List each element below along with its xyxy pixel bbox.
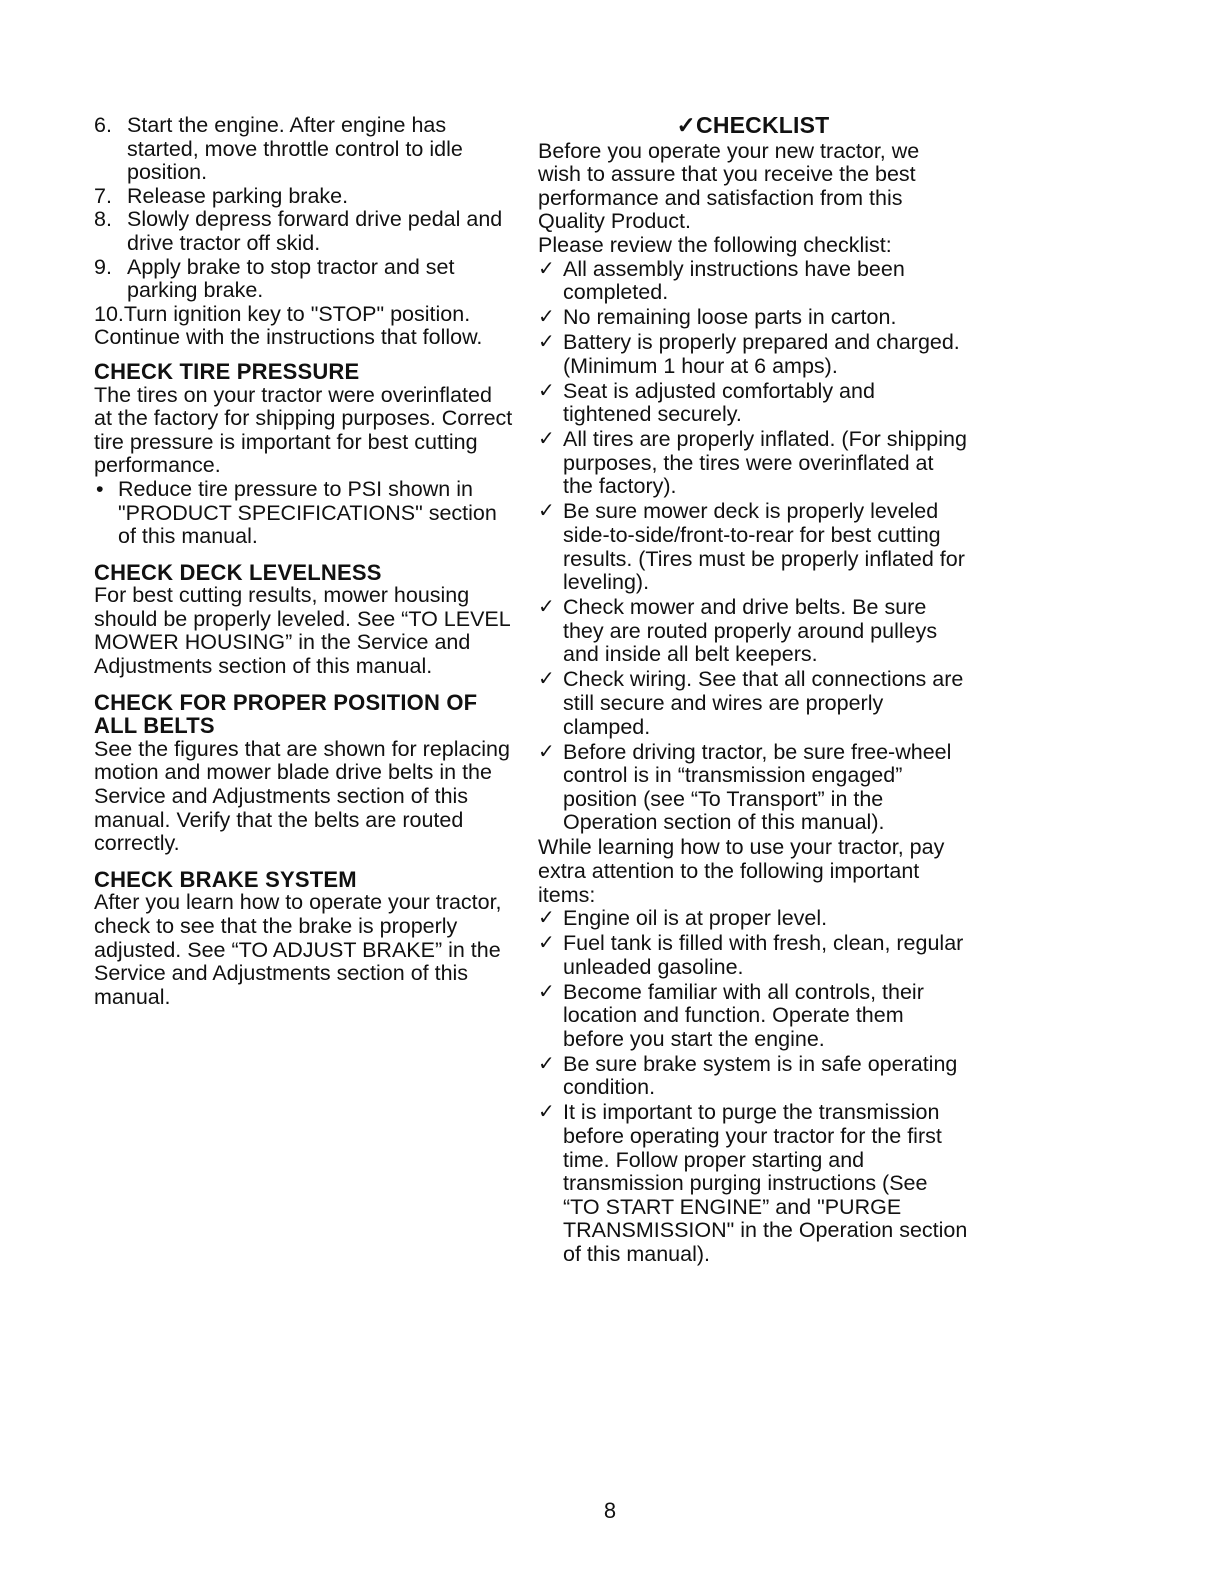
checklist	[538, 258, 968, 835]
checklist-item: ✓ Be sure mower deck is properly leveled side-to-side/front-to-rear for best cutting results. (Tires must be properly inflated for leveling).	[538, 499, 965, 595]
important-items	[538, 907, 968, 1266]
checklist-item: ✓ No remaining loose parts in carton.	[538, 305, 897, 330]
bullet-icon: •	[96, 476, 104, 501]
check-icon: ✓	[538, 668, 555, 691]
checklist-title: ✓CHECKLIST	[676, 112, 830, 138]
checklist-review: Please review the following checklist:	[538, 232, 892, 257]
tire-body: The tires on your tractor were overinflated at the factory for shipping purposes. Correct tire pressure is important for best cutting performance.	[94, 382, 513, 478]
check-icon: ✓	[538, 331, 555, 354]
checklist-item: ✓ Become familiar with all controls, their location and function. Operate them before you start the engine.	[538, 979, 924, 1051]
belts-body: See the figures that are shown for replacing motion and mower blade drive belts in the Service and Adjustments section of this manual. Verify that the belts are routed correctly.	[94, 736, 510, 856]
right-column	[538, 114, 968, 1268]
check-icon: ✓	[538, 1101, 555, 1124]
brake-body: After you learn how to operate your tractor, check to see that the brake is properly adjusted. See “TO ADJUST BRAKE” in the Service and Adjustments section of this manual.	[94, 890, 502, 1009]
check-icon: ✓	[538, 740, 555, 763]
tire-bullets	[94, 478, 514, 549]
checklist-item: ✓ Be sure brake system is in safe operating condition.	[538, 1051, 958, 1100]
checklist-item: ✓ All tires are properly inflated. (For shipping purposes, the tires were overinflated at the factory).	[538, 427, 967, 499]
checklist-item: ✓ Check wiring. See that all connections are still secure and wires are properly clamped.	[538, 667, 964, 739]
check-icon: ✓	[538, 907, 555, 930]
startup-steps	[94, 114, 514, 326]
check-icon: ✓	[538, 428, 555, 451]
checklist-item: ✓ Engine oil is at proper level.	[538, 906, 828, 931]
step-item: 8. Slowly depress forward drive pedal and drive tractor off skid.	[94, 207, 503, 255]
check-icon: ✓	[538, 932, 555, 955]
left-column	[94, 114, 514, 1009]
step-item: 9. Apply brake to stop tractor and set parking brake.	[94, 254, 455, 303]
checklist-item: ✓ Battery is properly prepared and charged. (Minimum 1 hour at 6 amps).	[538, 330, 960, 378]
step-item: 7. Release parking brake.	[94, 183, 349, 208]
checklist-item: ✓ Seat is adjusted comfortably and tightened securely.	[538, 378, 875, 427]
check-icon: ✓	[538, 980, 555, 1003]
continue-text: Continue with the instructions that follow.	[94, 325, 483, 350]
checklist-item: ✓ It is important to purge the transmission before operating your tractor for the first time. Follow proper starting and transmission purging instructions (See “TO START ENGINE” and "PURGE TRANSMISSION" in the Operation section of this manual).	[538, 1100, 968, 1266]
checklist-intro: Before you operate your new tractor, we wish to assure that you receive the best performance and satisfaction from this Quality Product.	[538, 138, 920, 234]
check-icon: ✓	[538, 596, 555, 619]
check-icon: ✓	[538, 257, 555, 280]
heading-check-tire-pressure: CHECK TIRE PRESSURE	[94, 358, 360, 384]
checklist-item: ✓ Before driving tractor, be sure free-wheel control is in “transmission engaged” position (see “To Transport” in the Operation section of this manual).	[538, 739, 952, 835]
page-number: 8	[603, 1498, 617, 1523]
check-icon: ✓	[538, 1052, 555, 1075]
heading-check-brake-system: CHECK BRAKE SYSTEM	[94, 866, 357, 892]
check-icon: ✓	[538, 379, 555, 402]
check-icon: ✓	[538, 306, 555, 329]
list-item: • Reduce tire pressure to PSI shown in "PRODUCT SPECIFICATIONS" section of this manual.	[96, 476, 497, 549]
deck-body: For best cutting results, mower housing should be properly leveled. See “TO LEVEL MOWER HOUSING” in the Service and Adjustments section of this manual.	[94, 583, 510, 679]
step-item: 10.Turn ignition key to "STOP" position.	[94, 301, 471, 326]
learning-text: While learning how to use your tractor, pay extra attention to the following important items:	[538, 835, 945, 907]
check-icon: ✓	[538, 500, 555, 523]
step-item: 6. Start the engine. After engine has started, move throttle control to idle position.	[94, 113, 463, 185]
checklist-item: ✓ All assembly instructions have been completed.	[538, 256, 905, 305]
heading-check-belts: CHECK FOR PROPER POSITION OF ALL BELTS	[94, 689, 478, 739]
checklist-item: ✓ Fuel tank is filled with fresh, clean, regular unleaded gasoline.	[538, 931, 964, 979]
heading-check-deck-levelness: CHECK DECK LEVELNESS	[94, 559, 382, 585]
checklist-item: ✓ Check mower and drive belts. Be sure they are routed properly around pulleys and inside all belt keepers.	[538, 595, 938, 667]
